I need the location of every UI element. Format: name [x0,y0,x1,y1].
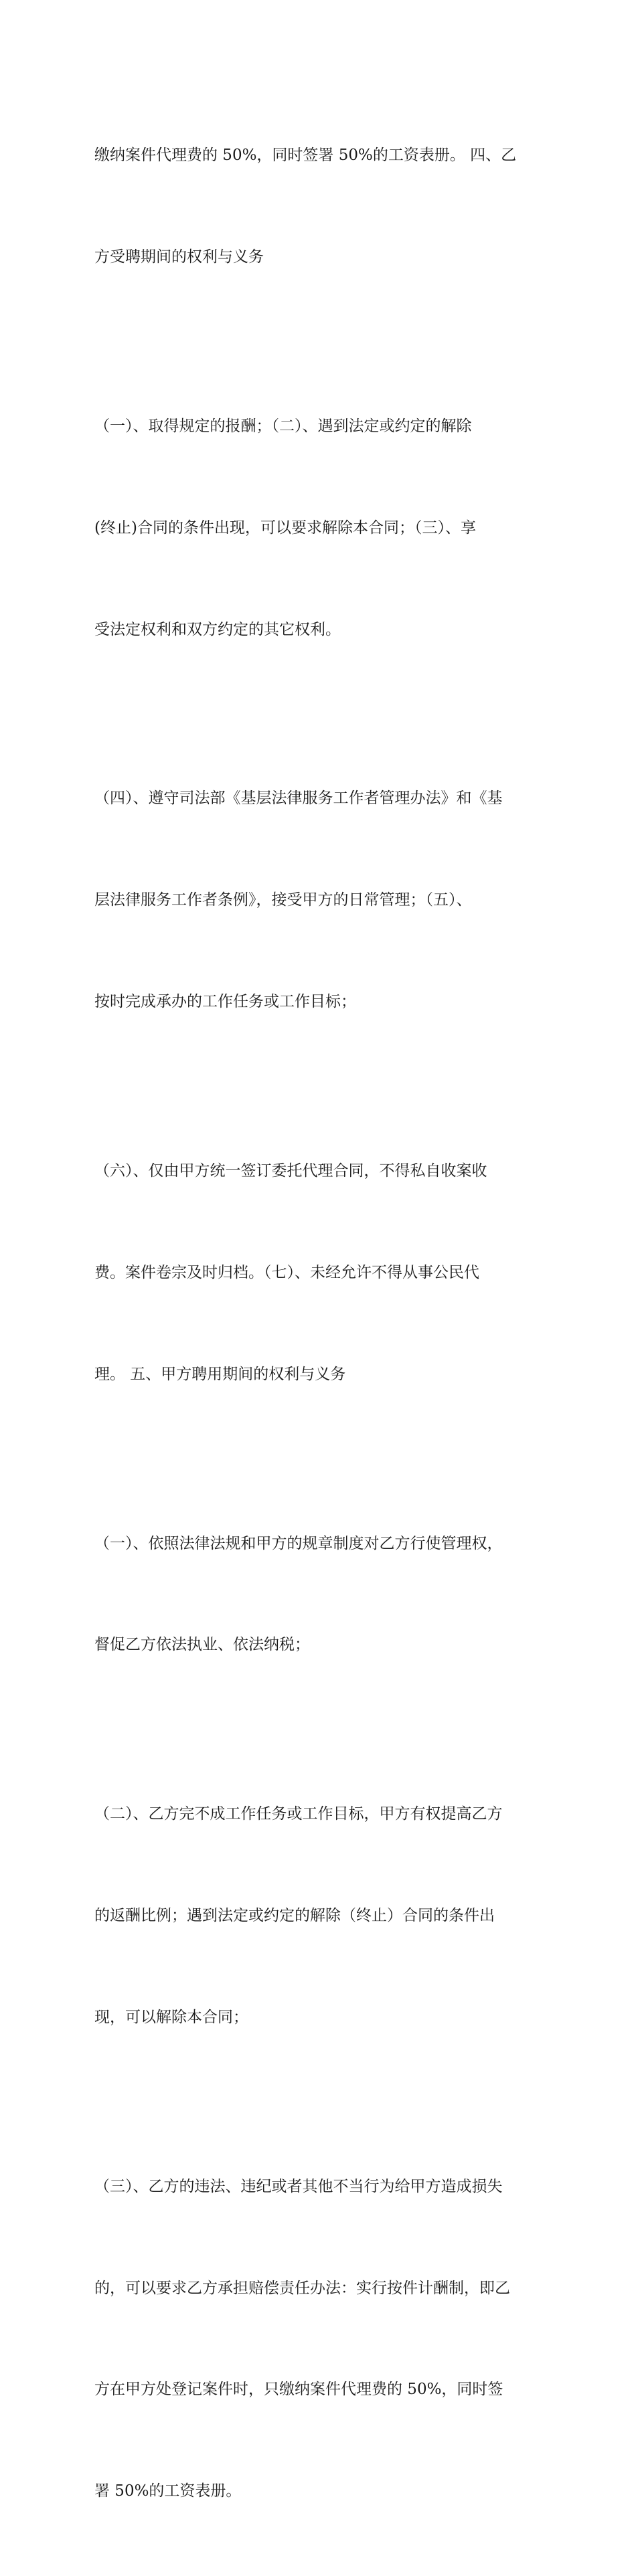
document-body [94,71,556,2576]
text-line: 的返酬比例；遇到法定或约定的解除（终止）合同的条件出 [94,1907,495,1925]
paragraph-2 [94,342,556,715]
paragraph-6 [94,1730,556,2102]
text-line: （六）、仅由甲方统一签订委托代理合同，不得私自收案收 [94,1162,487,1180]
paragraph-4 [94,1087,556,1459]
paragraph-3 [94,714,556,1087]
text-line: 费。案件卷宗及时归档。（七）、未经允许不得从事公民代 [94,1263,479,1281]
paragraph-7 [94,2102,556,2576]
text-line: 方受聘期间的权利与义务 [94,248,264,266]
text-line: 理。 五、甲方聘用期间的权利与义务 [94,1365,346,1383]
text-line: 督促乙方依法执业、依法纳税； [94,1636,310,1654]
text-line: 方在甲方处登记案件时，只缴纳案件代理费的 50%，同时签 [94,2381,503,2399]
text-line: （二）、乙方完不成工作任务或工作目标，甲方有权提高乙方 [94,1805,503,1823]
text-line: 署 50%的工资表册。 [94,2482,242,2500]
text-line: 的，可以要求乙方承担赔偿责任办法：实行按件计酬制，即乙 [94,2279,510,2297]
paragraph-5 [94,1459,556,1730]
paragraph-1 [94,71,556,342]
text-line: 缴纳案件代理费的 50%，同时签署 50%的工资表册。 四、乙 [94,147,517,165]
text-line: （一）、依照法律法规和甲方的规章制度对乙方行使管理权， [94,1534,503,1552]
text-line: （三）、乙方的违法、违纪或者其他不当行为给甲方造成损失 [94,2177,503,2195]
text-line: 现，可以解除本合同； [94,2008,248,2026]
text-line: （四）、遵守司法部《基层法律服务工作者管理办法》和《基 [94,790,503,808]
text-line: 层法律服务工作者条例》，接受甲方的日常管理；（五）、 [94,891,472,909]
text-line: 受法定权利和双方约定的其它权利。 [94,620,341,638]
text-line: 按时完成承办的工作任务或工作目标； [94,993,356,1011]
text-line: (终止)合同的条件出现，可以要求解除本合同；（三）、享 [94,519,476,537]
text-line: （一）、取得规定的报酬；（二）、遇到法定或约定的解除 [94,417,472,435]
